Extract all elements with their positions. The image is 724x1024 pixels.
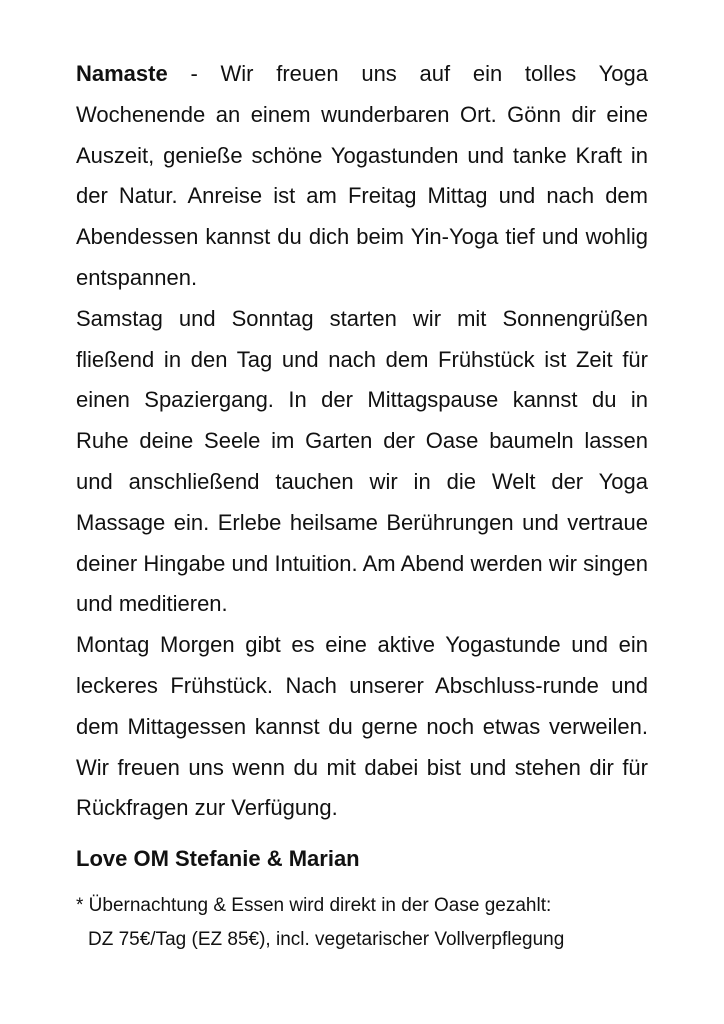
document-page (76, 54, 648, 957)
footnote (76, 889, 648, 957)
monday-paragraph: Montag Morgen gibt es eine aktive Yogastunde und ein leckeres Frühstück. Nach unserer Abschluss-runde und dem Mittagessen kannst du gerne noch etwas verweilen. Wir freuen uns wenn du mit dabei bist und stehen dir für Rückfragen zur Verfügung. (76, 632, 648, 821)
greeting: Namaste (76, 61, 168, 86)
footnote-line-1: * Übernachtung & Essen wird direkt in der Oase gezahlt: (76, 895, 552, 917)
weekend-paragraph: Samstag und Sonntag starten wir mit Sonnengrüßen fließend in den Tag und nach dem Frühstück ist Zeit für einen Spaziergang. In der Mittagspause kannst du in Ruhe deine Seele im Garten der Oase baumeln lassen und anschließend tauchen wir in die Welt der Yoga Massage ein. Erlebe heilsame Berührungen und vertraue deiner Hingabe und Intuition. Am Abend werden wir singen und meditieren. (76, 305, 648, 617)
intro-paragraph (76, 54, 648, 299)
footnote-line-2: DZ 75€/Tag (EZ 85€), incl. vegetarischer Vollverpflegung (88, 929, 565, 951)
signature: Love OM Stefanie & Marian (76, 846, 360, 872)
intro-text: - Wir freuen uns auf ein tolles Yoga Wochenende an einem wunderbaren Ort. Gönn dir eine Auszeit, genieße schöne Yogastunden und tanke Kraft in der Natur. Anreise ist am Freitag Mittag und nach dem Abendessen kannst du dich beim Yin-Yoga tief und wohlig entspannen. (76, 61, 648, 290)
